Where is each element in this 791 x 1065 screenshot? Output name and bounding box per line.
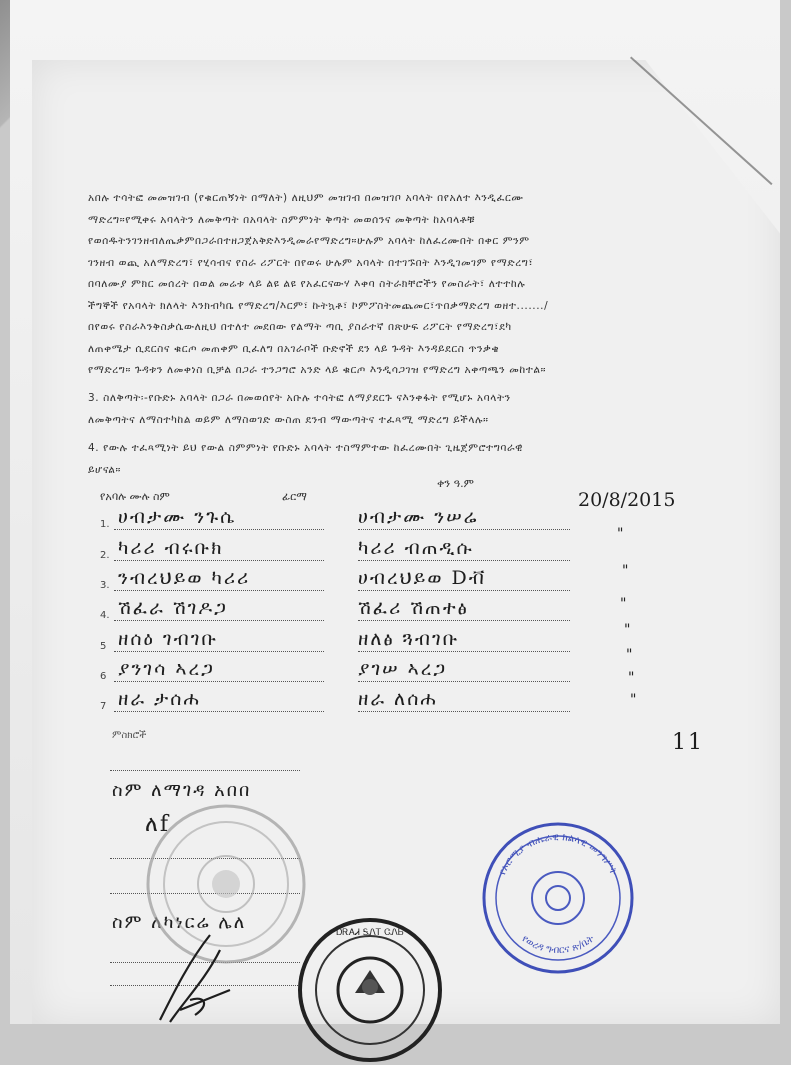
table-row [100, 567, 660, 593]
text-line: የወሰዱትንገንዘብለጤቃምበጋራበተዘጋጀአቅድእንዲመራየማድረግ።ሁሉም አባላት ከለፈረሙበት በቀር ምንም [88, 235, 530, 247]
table-row [100, 658, 660, 684]
member-signature: ዘራ ለሰሐ [358, 688, 438, 710]
handwritten-date: 20/8/2015 [578, 489, 676, 511]
member-name: ሀብታሙ ንጉሴ [118, 506, 237, 528]
row-number: 2. [100, 550, 110, 561]
text-line: ይሆናል። [88, 463, 122, 476]
member-name: ዘሰዕ ገብገቡ [118, 628, 219, 650]
text-line: 3. ስለቅጣት፡-የቡድኑ አባላት በጋራ በመወሰየት አቡሉ ተሳትፎ ለማያደርጉ ናእንቀፋት የሚሆኑ አባላትን [88, 392, 511, 404]
ditto-mark: " [620, 596, 627, 612]
text-line: ችግኞች የአባላት ክለላት እንክብካቤ የማድረግ/እርም፣ ኩትኳቶ፣ ኮምፖስትመጨመር፣ጥበቃማድረግ ወዘተ......./ [88, 299, 549, 312]
ditto-mark: " [628, 670, 635, 686]
member-signature: ዘለፅ ጓብገቡ [358, 628, 460, 650]
main-paragraph [88, 188, 708, 382]
row-number: 5 [100, 641, 107, 652]
blue-round-stamp [478, 818, 638, 978]
witness-name-2: ስም ለካነርሬ ሌለ [112, 912, 247, 933]
table-row [100, 628, 660, 654]
member-signature: ሀብረህይወ Dቭ [358, 567, 487, 589]
witness-label: ምስክሮች [112, 730, 147, 741]
text-line: ለጠቀሜታ ሲደርስና ቁርጦ መጠቀም ቢፈለግ በአገራቦች ቡድኖች ደን ላይ ጉዳት እንዳይደርስ ጥንቃቄ [88, 342, 500, 355]
handwritten-mark: 11 [672, 730, 704, 755]
row-number: 6 [100, 671, 107, 682]
member-signature: ሀብታሙ ንሠሬ [358, 506, 479, 528]
witness-initial-signature: ለf [145, 812, 171, 837]
svg-text:የወረዳ ግብርና ጽ/ቤት [520, 933, 597, 956]
stamp-bottom-text: የወረዳ ግብርና ጽ/ቤት [519, 933, 597, 957]
svg-text:ᎠᎡᎪᏗ ᎦᏁᎢ ᏣᏁᏏ: ᎠᎡᎪᏗ ᎦᏁᎢ ᏣᏁᏏ [336, 928, 404, 938]
ditto-mark: " [622, 563, 629, 579]
row-number: 3. [100, 580, 110, 591]
text-line: ለመቅጣትና ለማስተካከል ወይም ለማስወገድ ውስጠ ደንብ ማውጣትና ተፈጻሚ ማድረግ ይችላሉ። [88, 413, 489, 426]
text-line: ማድረግ።የሚቀሩ አባላትን ለመቅጣት በአባላት ስምምነት ቅጣት መወሰንና መቅጣት ከአባላቶቹ [88, 213, 476, 226]
text-line: የማድረግ። ጉዳቱን ለመቀነስ ቢቻል በጋራ ተንጋግሮ አንድ ላይ ቁርጦ እንዲሳጋገዝ የማድረግ አቀጣጫን መከተል። [88, 364, 547, 376]
row-number: 1. [100, 519, 110, 530]
column-header-sign: ፊርማ [282, 490, 307, 503]
member-name: ካሪሪ ብሩቡክ [118, 537, 224, 559]
member-name: ሽፈራ ሽገዶጋ [118, 597, 228, 619]
column-header-name: የአባሉ ሙሉ ስም [100, 490, 170, 503]
ditto-mark: " [617, 526, 624, 542]
text-line: አበሉ ተሳትፎ መመዝገብ (የቁርጠኝነት በማለት) ለዚህም መዝገብ በመዝገቦ አባላት በየአለተ እንዲፈርሙ [88, 192, 524, 204]
text-line: በየወሩ የስራእንቅስቃሴውለዚህ በተለተ መደበው የልማት ጣቢ ያስራተኛ በጽሁፍ ሪፖርት የማድረግ፣ደካ [88, 321, 512, 333]
paragraph-4 [88, 438, 708, 481]
member-name: ያንገሳ ኣረጋ [118, 658, 215, 680]
member-signature: ካሪሪ ብጠዲሱ [358, 537, 474, 559]
member-name: ንብረህይወ ካሪሪ [118, 567, 251, 589]
text-line: በባለሙያ ምክር መሰረት በወል መሬቱ ላይ ልዩ ልዩ የአፈርናውሃ እቀባ ስትራክቸሮችን የመስራት፣ ለተተከሉ [88, 278, 526, 290]
black-round-stamp [295, 915, 445, 1065]
ditto-mark: " [630, 692, 637, 708]
witness-name-1: ስም ለማገዳ አበበ [112, 780, 252, 801]
text-line: ገንዘብ ወጪ አለማድረግ፣ የሂሳብና የስራ ሪፖርት በየወሩ ሁሉም አባላት በተገኙበት እንዲገመገም የማድረግ፣ [88, 256, 534, 269]
table-row [100, 688, 660, 714]
row-number: 7 [100, 701, 107, 712]
text-line: 4. የውሉ ተፈጻሚነት ይህ የውል ስምምነት የቡድኑ አባላት ተስማምተው ከፈረሙበት ጊዜጀምሮተግባራዊ [88, 442, 523, 454]
stamp-top-text: የኦሮሚያ ብሔራዊ ክልላዊ መንግሥት [497, 831, 619, 878]
table-row [100, 506, 660, 532]
ditto-mark: " [624, 622, 631, 638]
row-number: 4. [100, 610, 110, 621]
member-name: ዘራ ታሰሐ [118, 688, 201, 710]
ditto-mark: " [626, 647, 633, 663]
signature-scribble [150, 930, 240, 1024]
column-header-date: ቀን ዓ.ም [437, 477, 474, 490]
paragraph-3 [88, 388, 708, 431]
table-row [100, 537, 660, 563]
member-signature: ሽፈሪ ሽጠተፅ [358, 597, 469, 619]
table-row [100, 597, 660, 623]
member-signature: ያገሠ ኣረጋ [358, 658, 448, 680]
